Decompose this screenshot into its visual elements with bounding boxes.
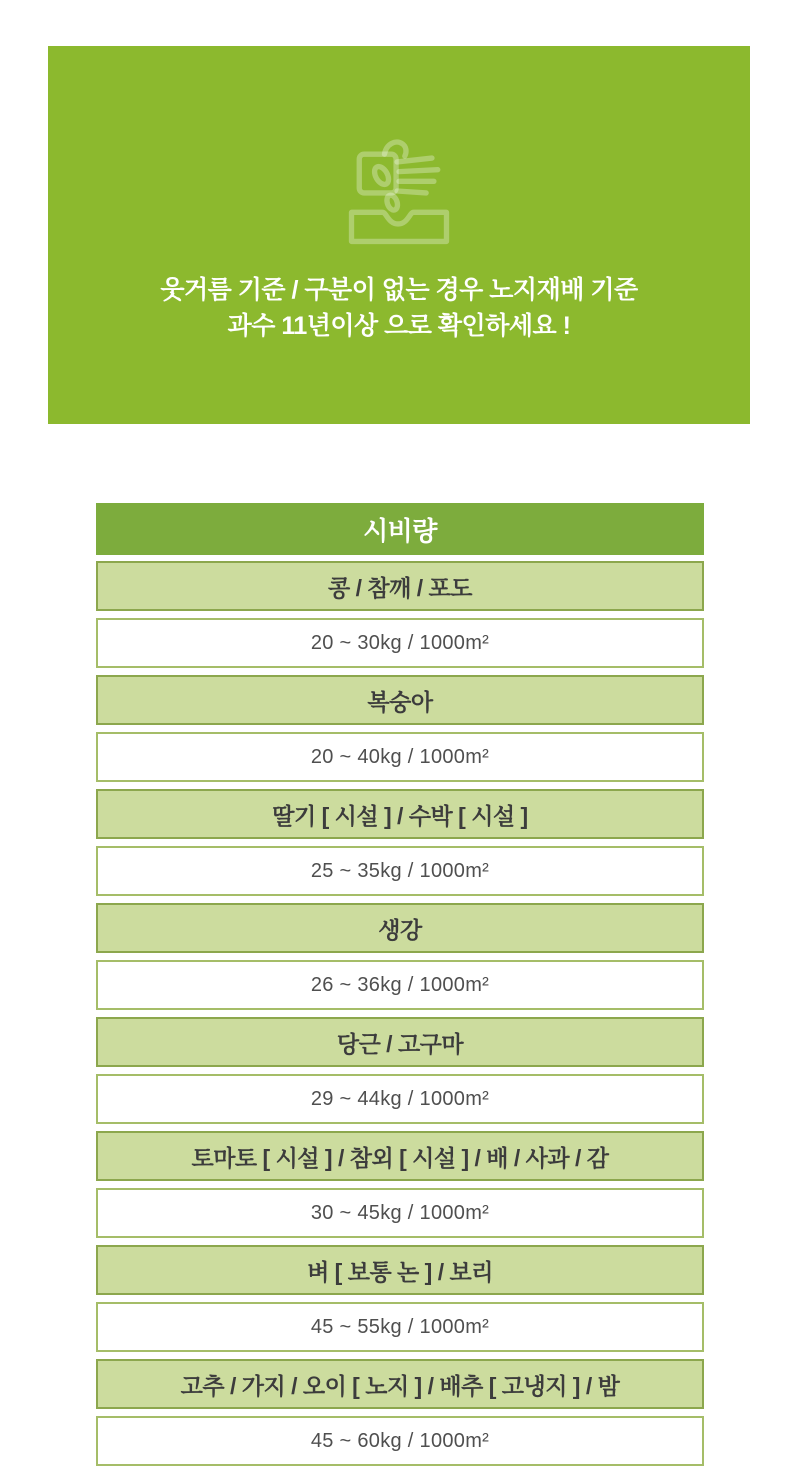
crop-row: [96, 1017, 704, 1067]
crop-label: 콩 / 참깨 / 포도: [328, 574, 472, 601]
crop-label: 딸기 [ 시설 ] / 수박 [ 시설 ]: [272, 802, 528, 829]
value-row: [96, 1074, 704, 1124]
crop-label: 생강: [378, 916, 422, 943]
crop-label: 당근 / 고구마: [336, 1030, 464, 1057]
value-label: 25 ~ 35kg / 1000m²: [310, 859, 490, 882]
crop-row: [96, 903, 704, 953]
value-label: 26 ~ 36kg / 1000m²: [310, 973, 490, 996]
value-label: 29 ~ 44kg / 1000m²: [310, 1087, 490, 1110]
value-label: 30 ~ 45kg / 1000m²: [310, 1201, 490, 1224]
banner-caption-line2: 과수 11년이상 으로 확인하세요 !: [227, 312, 571, 340]
crop-label: 고추 / 가지 / 오이 [ 노지 ] / 배추 [ 고냉지 ] / 밤: [180, 1372, 620, 1399]
crop-row: [96, 561, 704, 611]
sowing-hand-icon: [336, 130, 462, 252]
value-label: 45 ~ 60kg / 1000m²: [310, 1429, 490, 1452]
value-row: [96, 618, 704, 668]
crop-row: [96, 1131, 704, 1181]
crop-row: [96, 675, 704, 725]
info-banner: [48, 46, 750, 424]
crop-row: [96, 789, 704, 839]
value-row: [96, 1188, 704, 1238]
value-row: [96, 732, 704, 782]
value-row: [96, 1302, 704, 1352]
crop-row: [96, 1359, 704, 1409]
banner-caption: [160, 272, 637, 344]
crop-label: 벼 [ 보통 논 ] / 보리: [307, 1258, 493, 1285]
table-header: [96, 503, 704, 555]
crop-label: 복숭아: [367, 688, 433, 715]
fertilizer-table: [96, 503, 704, 1473]
table-header-label: 시비량: [363, 515, 437, 546]
fertilizer-rows: [96, 561, 704, 1466]
banner-caption-line1: 웃거름 기준 / 구분이 없는 경우 노지재배 기준: [160, 276, 638, 304]
value-row: [96, 846, 704, 896]
value-label: 20 ~ 40kg / 1000m²: [310, 745, 490, 768]
value-row: [96, 1416, 704, 1466]
crop-label: 토마토 [ 시설 ] / 참외 [ 시설 ] / 배 / 사과 / 감: [191, 1144, 609, 1171]
value-label: 20 ~ 30kg / 1000m²: [310, 631, 490, 654]
value-row: [96, 960, 704, 1010]
value-label: 45 ~ 55kg / 1000m²: [310, 1315, 490, 1338]
crop-row: [96, 1245, 704, 1295]
